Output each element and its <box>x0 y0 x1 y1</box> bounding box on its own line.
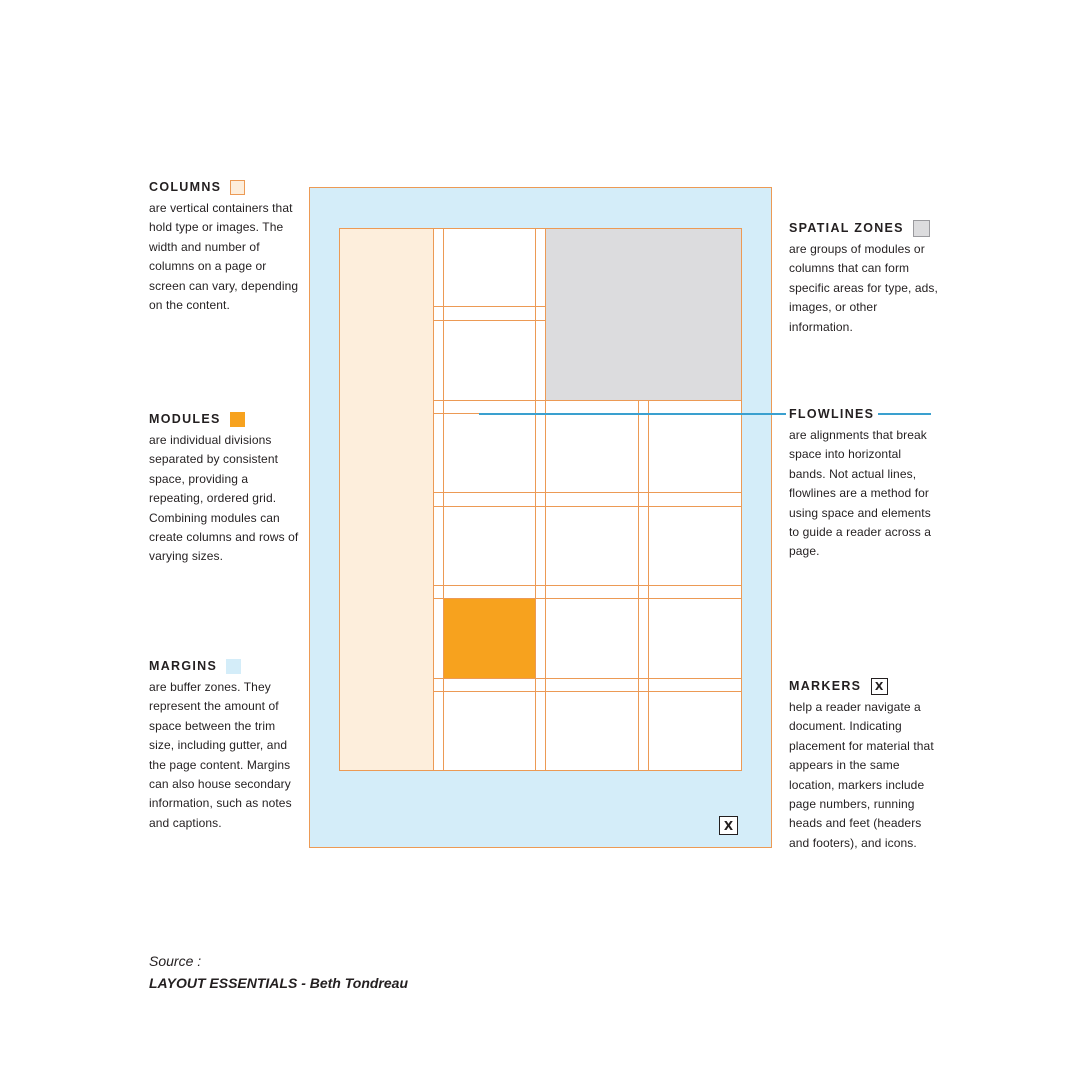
spatial-zones-heading <box>789 219 939 237</box>
markers-heading <box>789 677 939 695</box>
margin-swatch <box>226 659 241 674</box>
spatial-zones-description: are groups of modules or columns that can form specific areas for type, ads, images, or other information. <box>789 242 938 334</box>
flowlines-heading <box>789 405 939 423</box>
source-reference: LAYOUT ESSENTIALS - Beth Tondreau <box>149 975 409 991</box>
margins-title: MARGINS <box>149 659 218 673</box>
columns-description: are vertical containers that hold type or images. The width and number of columns on a page or screen can vary, depending on the content. <box>149 201 299 313</box>
spatial-zones-block <box>789 219 939 337</box>
margins-block <box>149 657 299 833</box>
column-highlight <box>340 229 434 771</box>
modules-heading <box>149 410 299 428</box>
markers-description: help a reader navigate a document. Indicating placement for material that appears in the same location, markers include page numbers, running heads and feet (headers and footers), and icons. <box>789 700 934 850</box>
columns-block <box>149 178 299 315</box>
marker-swatch-icon: X <box>871 678 888 695</box>
modules-block <box>149 410 299 567</box>
flowlines-block <box>789 405 939 562</box>
spatial-zones-title: SPATIAL ZONES <box>789 221 904 235</box>
source-label: Source : <box>149 953 202 969</box>
flowlines-title: FLOWLINES <box>789 407 875 421</box>
markers-block <box>789 677 939 853</box>
margins-description: are buffer zones. They represent the amount of space between the trim size, including gutter, and the page content. Margins can also house secondary information, such as notes and captions. <box>149 680 292 830</box>
module-swatch <box>230 412 245 427</box>
flowlines-description: are alignments that break space into horizontal bands. Not actual lines, flowlines are a method for using space and elements to guide a reader across a page. <box>789 428 932 559</box>
spatial-zone-swatch <box>913 220 930 237</box>
modules-description: are individual divisions separated by consistent space, providing a repeating, ordered grid. Combining modules can create columns and rows of varying sizes. <box>149 433 299 564</box>
column-swatch <box>230 180 245 195</box>
page-marker-icon: X <box>723 819 734 833</box>
modules-title: MODULES <box>149 412 221 426</box>
columns-heading <box>149 178 299 196</box>
columns-title: COLUMNS <box>149 180 222 194</box>
markers-title: MARKERS <box>789 679 862 693</box>
spatial-zone-highlight <box>546 229 742 401</box>
margins-heading <box>149 657 299 675</box>
source-citation <box>149 950 408 994</box>
module-highlight <box>444 599 536 679</box>
